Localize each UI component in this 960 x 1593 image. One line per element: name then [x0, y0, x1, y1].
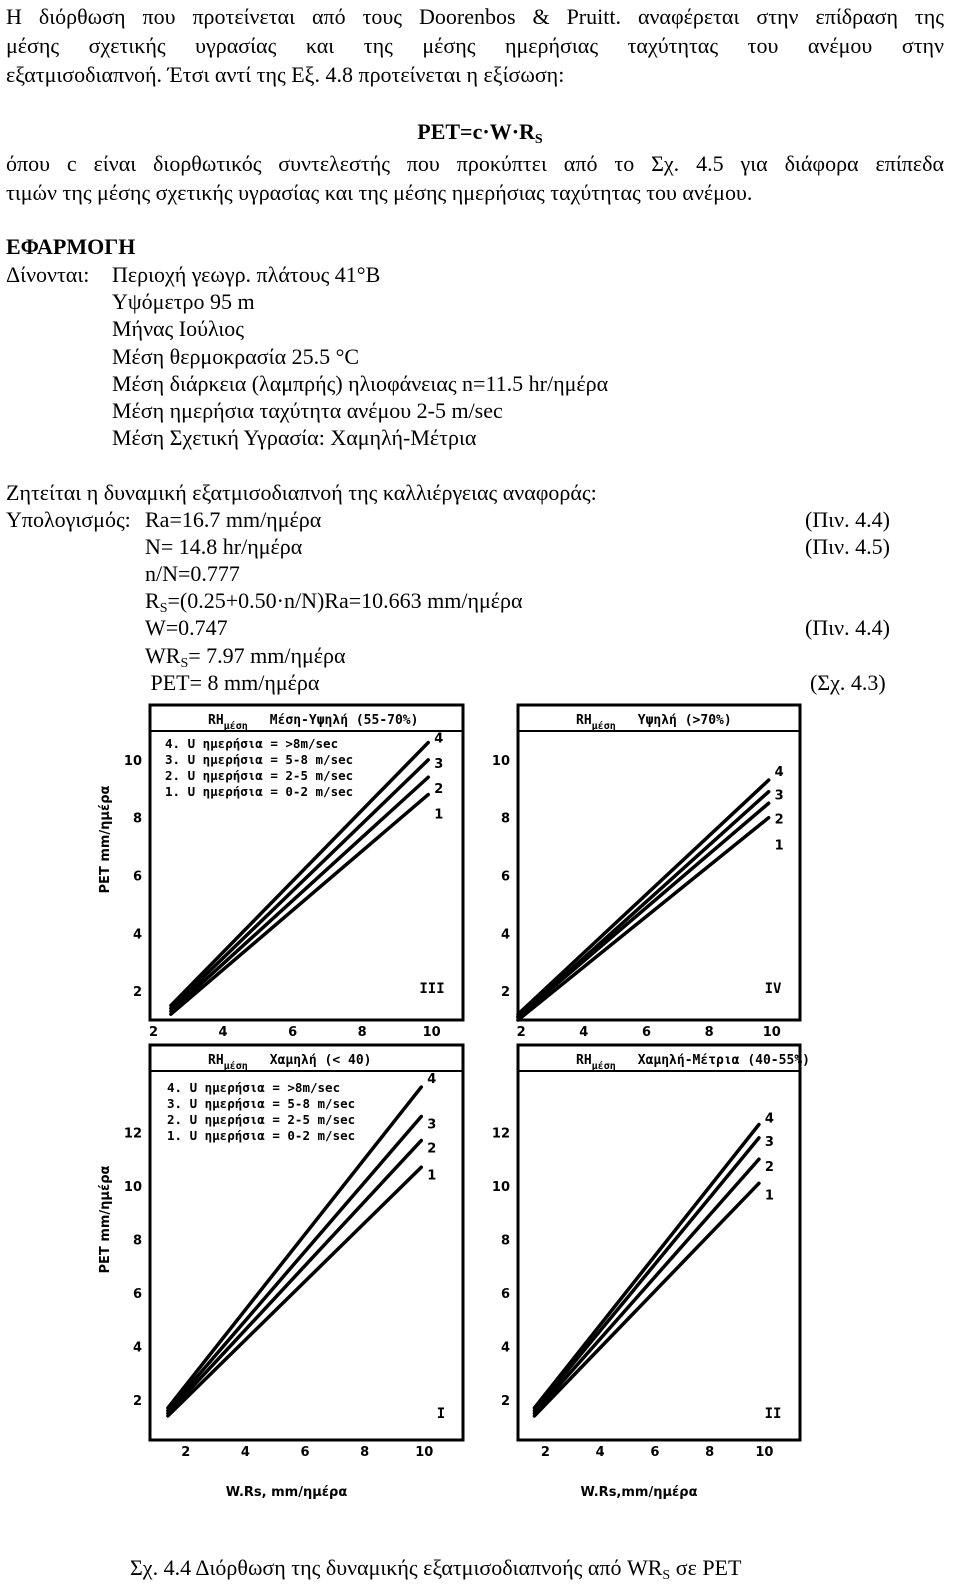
intro-line-2: μέσης σχετικής υγρασίας και της μέσης ημερήσιας ταχύτητας του ανέμου στην — [6, 33, 944, 58]
x-tick-label: 2 — [181, 1445, 191, 1460]
calc-ref: (Πιν. 4.4) — [805, 507, 890, 532]
series-label-3: 3 — [774, 788, 784, 804]
calc-line: N= 14.8 hr/ημέρα — [145, 534, 303, 559]
y-tick-label: 4 — [132, 927, 142, 943]
y-axis-label: PET mm/ημέρα — [98, 785, 113, 894]
y-tick-label: 4 — [500, 1340, 510, 1356]
series-label-2: 2 — [764, 1160, 774, 1176]
x-tick-label: 4 — [579, 1025, 589, 1040]
y-tick-label: 12 — [123, 1126, 142, 1142]
given-label: Δίνονται: — [6, 262, 90, 287]
panel-number: II — [764, 1406, 782, 1422]
legend-entry: 3. U ημερήσια = 5-8 m/sec — [165, 752, 354, 767]
x-tick-label: 8 — [705, 1445, 715, 1460]
calc-line: $R_S=(0.25+0.50\cdot n/N)Ra=10.663$ mm/ημέρα — [145, 588, 523, 616]
x-tick-label: 8 — [704, 1025, 714, 1040]
chart-svg-III — [95, 700, 475, 1045]
series-label-2: 2 — [774, 812, 784, 828]
chart-svg-I — [95, 1040, 475, 1520]
y-tick-label: 4 — [500, 927, 510, 943]
calc-line: n/N=0.777 — [145, 561, 240, 586]
legend-entry: 4. U ημερήσια = >8m/sec — [165, 736, 339, 751]
equation — [0, 119, 960, 145]
given-item: Μέση Σχετική Υγρασία: Χαμηλή-Μέτρια — [112, 425, 477, 450]
legend-entry: 2. U ημερήσια = 2-5 m/sec — [167, 1112, 356, 1127]
explain-line-2: τιμών της μέσης σχετικής υγρασίας και της μέσης ημερήσιας ταχύτητας του ανέμου. — [6, 180, 753, 205]
calc-ref: (Σχ. 4.3) — [810, 670, 886, 695]
y-tick-label: 6 — [500, 1286, 510, 1302]
series-label-3: 3 — [764, 1134, 774, 1150]
panel-number: III — [419, 981, 445, 997]
series-label-2: 2 — [434, 782, 444, 798]
x-tick-label: 4 — [595, 1445, 605, 1460]
y-tick-label: 2 — [500, 985, 510, 1001]
equation-sub: S — [534, 132, 543, 147]
given-item: Περιοχή γεωγρ. πλάτους 41°Β — [112, 262, 381, 287]
chart-title: $RH_{\mu έ\sigma\eta}$ Υψηλή (>70%) — [576, 713, 732, 732]
explain-paragraph — [6, 149, 944, 207]
series-label-1: 1 — [427, 1168, 437, 1184]
given-item: Μέση διάρκεια (λαμπρής) ηλιοφάνειας n=11.5 hr/ημέρα — [112, 371, 609, 396]
series-label-3: 3 — [427, 1117, 437, 1133]
y-tick-label: 6 — [132, 869, 142, 885]
y-tick-label: 2 — [132, 985, 142, 1001]
calc-label: Υπολογισμός: — [6, 507, 131, 532]
chart-panel-I — [95, 1040, 475, 1520]
calc-ref: (Πιν. 4.4) — [805, 615, 890, 640]
y-tick-label: 12 — [491, 1126, 510, 1142]
y-tick-label: 10 — [123, 753, 142, 769]
legend-entry: 3. U ημερήσια = 5-8 m/sec — [167, 1096, 356, 1111]
legend-entry: 1. U ημερήσια = 0-2 m/sec — [167, 1128, 356, 1143]
x-axis-label: W.Rs, mm/ημέρα — [225, 1485, 348, 1500]
x-tick-label: 4 — [218, 1025, 228, 1040]
calc-line: PET= 8 mm/ημέρα — [145, 670, 320, 695]
y-tick-label: 2 — [132, 1393, 142, 1409]
legend-entry: 2. U ημερήσια = 2-5 m/sec — [165, 768, 354, 783]
y-tick-label: 6 — [132, 1286, 142, 1302]
legend-entry: 4. U ημερήσια = >8m/sec — [167, 1080, 341, 1095]
figure-caption: Σχ. 4.4 Διόρθωση της δυναμικής εξατμισοδιαπνοής από $WR_S$ σε PET — [130, 1555, 742, 1583]
series-label-1: 1 — [774, 838, 784, 854]
series-label-4: 4 — [434, 731, 444, 747]
chart-title: $RH_{\mu έ\sigma\eta}$ Χαμηλή-Μέτρια (40-55%) — [576, 1053, 810, 1072]
y-tick-label: 8 — [500, 1233, 510, 1249]
given-item: Υψόμετρο 95 m — [112, 289, 255, 314]
y-tick-label: 8 — [132, 811, 142, 827]
asked-text: Ζητείται η δυναμική εξατμισοδιαπνοή της καλλιέργειας αναφοράς: — [6, 480, 597, 505]
x-tick-label: 4 — [240, 1445, 250, 1460]
chart-title: $RH_{\mu έ\sigma\eta}$ Μέση-Υψηλή (55-70%) — [208, 713, 419, 732]
calc-line: Ra=16.7 mm/ημέρα — [145, 507, 322, 532]
series-label-1: 1 — [434, 807, 444, 823]
chart-title: $RH_{\mu έ\sigma\eta}$ Χαμηλή (< 40) — [208, 1053, 372, 1072]
x-tick-label: 6 — [650, 1445, 660, 1460]
y-tick-label: 8 — [500, 811, 510, 827]
panel-number: IV — [764, 981, 782, 997]
x-tick-label: 10 — [755, 1445, 774, 1460]
chart-panel-IV — [490, 700, 820, 1045]
chart-svg-II — [490, 1040, 820, 1520]
calc-ref: (Πιν. 4.5) — [805, 534, 890, 559]
equation-main: PET=c·W·R — [417, 119, 535, 144]
intro-line-3: εξατμισοδιαπνοή. Έτσι αντί της Εξ. 4.8 προτείνεται η εξίσωση: — [6, 62, 565, 87]
given-item: Μήνας Ιούλιος — [112, 316, 244, 341]
calc-line: $WR_S= 7.97$ mm/ημέρα — [145, 643, 346, 671]
x-tick-label: 2 — [516, 1025, 526, 1040]
x-tick-label: 10 — [422, 1025, 441, 1040]
application-heading: ΕΦΑΡΜΟΓΗ — [6, 234, 136, 259]
series-label-4: 4 — [427, 1072, 437, 1088]
y-tick-label: 10 — [123, 1179, 142, 1195]
x-axis-label: W.Rs,mm/ημέρα — [580, 1485, 698, 1500]
intro-paragraph — [6, 2, 944, 89]
x-tick-label: 2 — [540, 1445, 550, 1460]
y-tick-label: 6 — [500, 869, 510, 885]
given-item: Μέση θερμοκρασία 25.5 °C — [112, 344, 360, 369]
x-tick-label: 10 — [415, 1445, 434, 1460]
x-tick-label: 10 — [762, 1025, 781, 1040]
series-label-1: 1 — [764, 1188, 774, 1204]
chart-panel-II — [490, 1040, 820, 1520]
series-label-4: 4 — [764, 1111, 774, 1127]
y-tick-label: 10 — [491, 1179, 510, 1195]
x-tick-label: 6 — [300, 1445, 310, 1460]
series-label-2: 2 — [427, 1141, 437, 1157]
x-tick-label: 2 — [148, 1025, 159, 1040]
explain-line-1: όπου c είναι διορθωτικός συντελεστής που προκύπτει από το Σχ. 4.5 για διάφορα επίπεδα — [6, 151, 944, 176]
y-tick-label: 2 — [500, 1393, 510, 1409]
given-item: Μέση ημερήσια ταχύτητα ανέμου 2-5 m/sec — [112, 398, 503, 423]
x-tick-label: 6 — [641, 1025, 651, 1040]
series-label-4: 4 — [774, 765, 784, 781]
panel-number: I — [436, 1406, 446, 1422]
legend-entry: 1. U ημερήσια = 0-2 m/sec — [165, 784, 354, 799]
calc-line: W=0.747 — [145, 615, 228, 640]
chart-svg-IV — [490, 700, 820, 1045]
intro-line-1: Η διόρθωση που προτείνεται από τους Doorenbos & Pruitt. αναφέρεται στην επίδραση της — [6, 4, 944, 29]
chart-panel-III — [95, 700, 475, 1045]
x-tick-label: 8 — [360, 1445, 370, 1460]
x-tick-label: 6 — [288, 1025, 298, 1040]
x-tick-label: 8 — [357, 1025, 367, 1040]
y-tick-label: 8 — [132, 1233, 142, 1249]
series-label-3: 3 — [434, 756, 444, 772]
y-axis-label: PET mm/ημέρα — [98, 1165, 113, 1274]
y-tick-label: 10 — [491, 753, 510, 769]
y-tick-label: 4 — [132, 1340, 142, 1356]
